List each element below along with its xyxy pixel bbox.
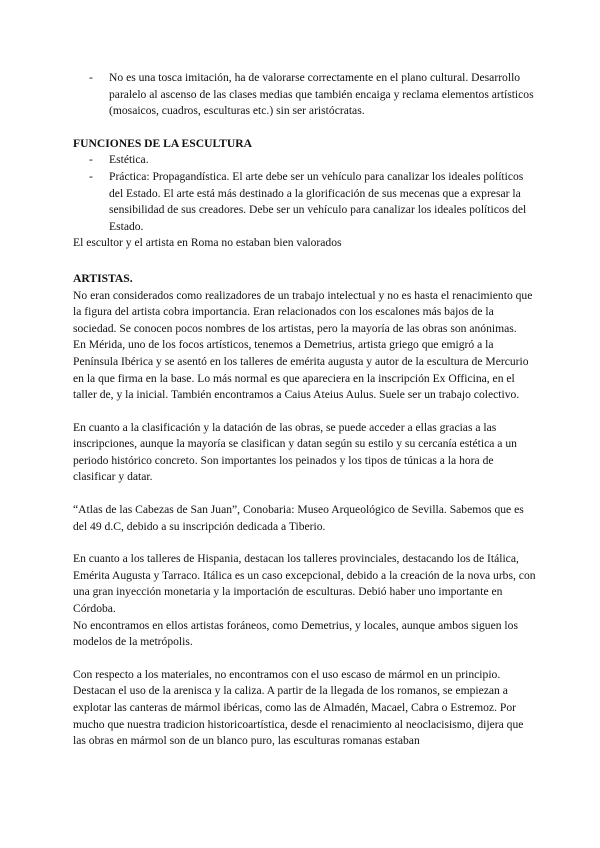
paragraph: En Mérida, uno de los focos artísticos, tenemos a Demetrius, artista griego que emigró a la Península Ibérica y se asentó en los talleres de emérita augusta y autor de la escultura de Mercurio en la que firma en la base. Lo más normal es que apareciera en la inscripción Ex Officina, en el taller de, y la inicial. También encontramos a Caius Ateius Aulus. Suele ser un trabajo colectivo. [73,338,529,402]
paragraph: En cuanto a la clasificación y la datación de las obras, se puede acceder a ellas gracias a las inscripciones, aunque la mayoría se clasifican y datan según su estilo y su cercanía estética a un periodo histórico concreto. Son importantes los peinados y los tipos de túnicas a la hora de clasificar y datar. [73,420,517,484]
paragraph: No eran considerados como realizadores de un trabajo intelectual y no es hasta el renacimiento que la figura del artista cobra importancia. Eran relacionados con los escalones más bajos de la sociedad. Se conocen pocos nombres de los artistas, pero la mayoría de las obras son anónimas. [73,288,533,335]
funciones-closing: El escultor y el artista en Roma no estaban bien valorados [73,236,342,250]
paragraph: No encontramos en ellos artistas foráneos, como Demetrius, y locales, aunque ambos siguen los modelos de la metrópolis. [73,618,518,649]
list-item: - Práctica: Propagandística. El arte debe ser un vehículo para canalizar los ideales políticos del Estado. El arte está más destinado a la glorificación de sus mecenas que a expresar la sensibilidad de sus creadores. Debe ser un vehículo para canalizar los ideales políticos del Estado. [73,169,536,235]
list-item: - No es una tosca imitación, ha de valorarse correctamente en el plano cultural. Desarrollo paralelo al ascenso de las clases medias que también encaiga y reclama elementos artísticos (mosaicos, cuadros, esculturas etc.) sin ser aristócratas. [73,70,536,120]
paragraph: “Atlas de las Cabezas de San Juan”, Conobaria: Museo Arqueológico de Sevilla. Sabemos que es del 49 d.C, debido a su inscripción dedicada a Tiberio. [73,503,524,533]
funciones-list [73,152,536,235]
intro-list [73,70,536,120]
paragraph: En cuanto a los talleres de Hispania, destacan los talleres provinciales, destacando los de Itálica, Emérita Augusta y Tarraco. Itálica es un caso excepcional, debido a la creación de la nova urbs, con una gran inyección monetaria y la importación de esculturas. Debió haber uno importante en Córdoba. [73,552,536,616]
paragraph: Con respecto a los materiales, no encontramos con el uso escaso de mármol en un principio. Destacan el uso de la arenisca y la caliza. A partir de la llegada de los romanos, se empiezan a explotar las canteras de mármol ibéricas, como las de Almadén, Macael, Cabra o Estremoz. Por mucho que nuestra tradicion historicoartística, desde el renacimiento al neoclacisismo, dijera que las obras en mármol son de un blanco puro, las esculturas romanas estaban [73,667,524,748]
section-title-funciones: FUNCIONES DE LA ESCULTURA [73,136,252,150]
section-title-artistas: ARTISTAS. [73,271,133,285]
list-item: - Estética. [73,152,536,169]
